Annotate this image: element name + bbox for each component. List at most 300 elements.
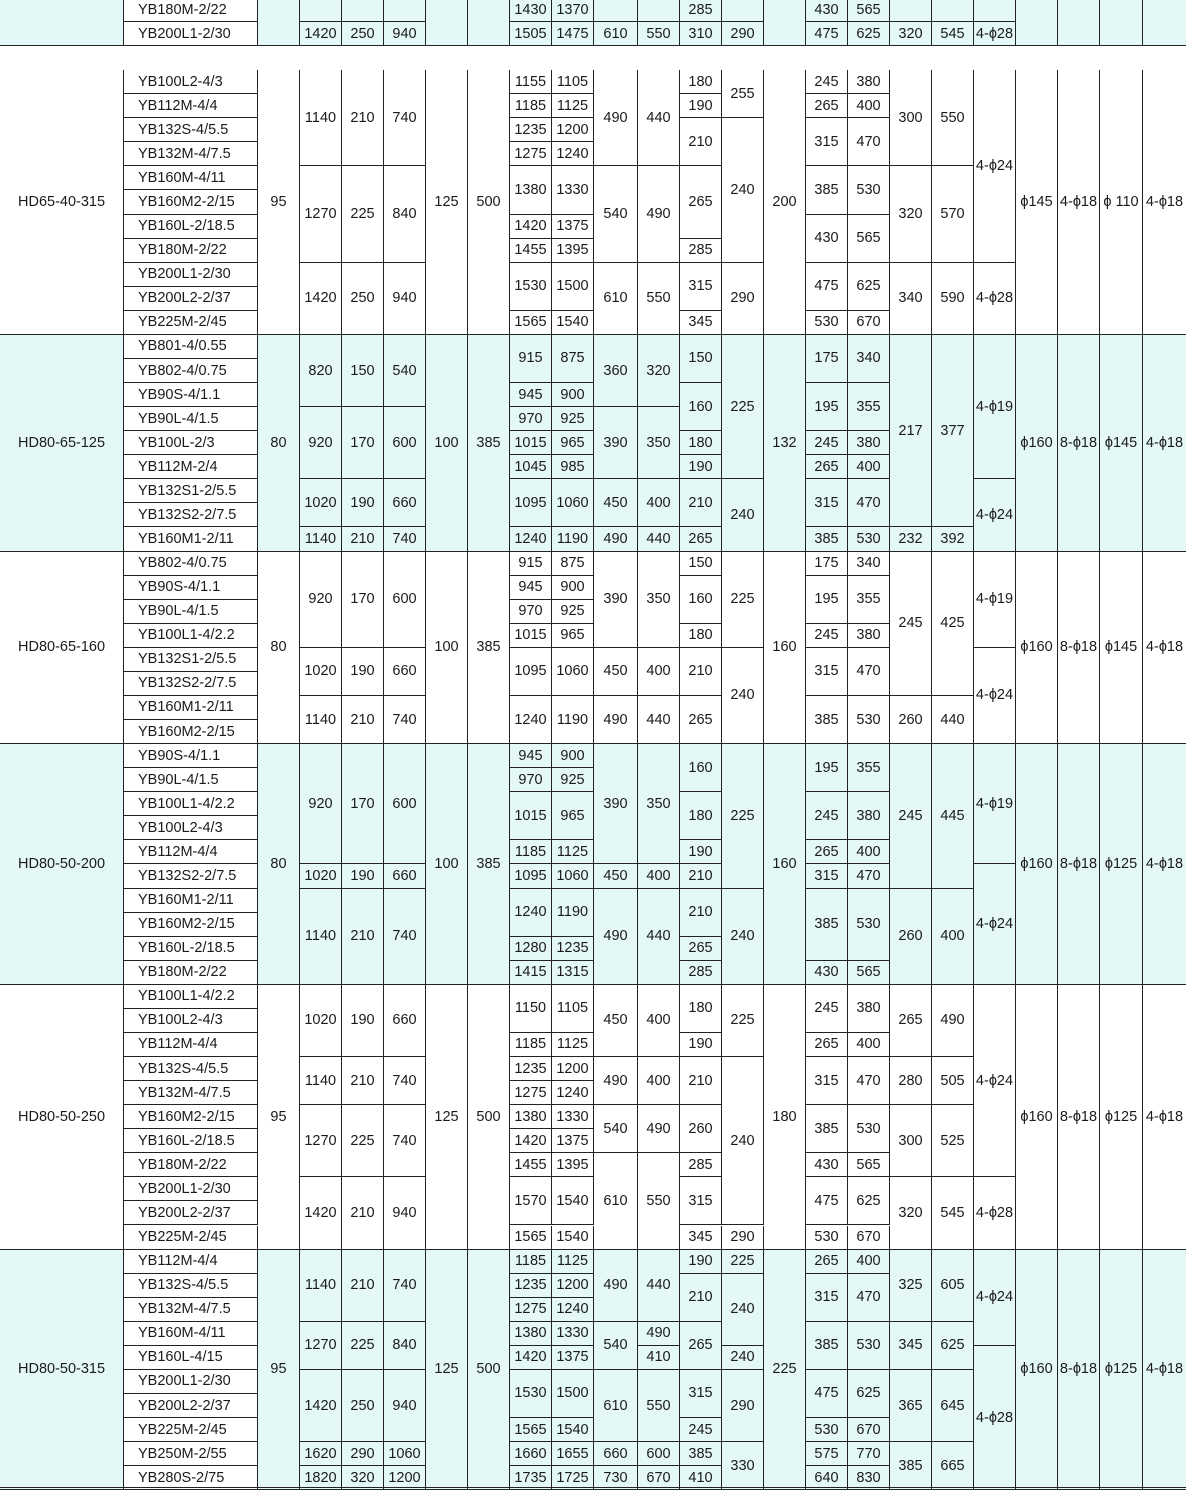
- table-cell: 385: [806, 889, 848, 961]
- table-cell: 170: [342, 744, 384, 864]
- table-cell: 250: [342, 22, 384, 46]
- table-cell: 400: [848, 1250, 890, 1274]
- table-cell: 575: [806, 1442, 848, 1466]
- table-cell: 1540: [552, 311, 594, 335]
- table-cell: 392: [932, 527, 974, 551]
- table-cell: 245: [806, 431, 848, 455]
- motor-model-cell: YB225M-2/45: [124, 1226, 258, 1250]
- table-cell: 1125: [552, 840, 594, 864]
- table-cell: 95: [258, 70, 300, 335]
- motor-model-cell: YB160M2-2/15: [124, 1105, 258, 1129]
- table-cell: 180: [680, 431, 722, 455]
- motor-model-cell: YB132M-4/7.5: [124, 1081, 258, 1105]
- table-cell: 350: [638, 744, 680, 864]
- table-cell: 430: [806, 961, 848, 985]
- table-cell: 900: [552, 744, 594, 768]
- table-cell: 365: [890, 1370, 932, 1442]
- table-cell: 360: [594, 335, 638, 407]
- table-cell: 340: [848, 335, 890, 383]
- table-cell: 1190: [552, 527, 594, 551]
- table-cell: 600: [638, 1442, 680, 1466]
- table-cell: 150: [680, 335, 722, 383]
- table-cell: 400: [638, 479, 680, 527]
- table-cell: 290: [722, 1226, 764, 1250]
- table-cell: 1505: [510, 22, 552, 46]
- table-cell: 1140: [300, 696, 342, 744]
- table-cell: 740: [384, 527, 426, 551]
- table-cell: 4-ϕ24: [974, 479, 1016, 551]
- table-cell: 4-ϕ19: [974, 552, 1016, 648]
- table-cell: 200: [764, 70, 806, 335]
- table-cell: 610: [594, 1370, 638, 1442]
- table-cell: 940: [384, 1177, 426, 1249]
- table-cell: 740: [384, 1057, 426, 1105]
- table-cell: 225: [342, 1322, 384, 1370]
- table-cell: 210: [680, 1274, 722, 1322]
- table-cell: 1370: [552, 0, 594, 22]
- table-cell: 95: [258, 985, 300, 1250]
- motor-model-cell: YB225M-2/45: [124, 311, 258, 335]
- table-cell: 490: [638, 166, 680, 262]
- pump-model-cell: [0, 0, 124, 46]
- table-cell: 210: [680, 1057, 722, 1105]
- motor-model-cell: YB132S2-2/7.5: [124, 503, 258, 527]
- table-cell: 315: [806, 1274, 848, 1322]
- table-cell: 430: [806, 0, 848, 22]
- table-cell: 490: [594, 527, 638, 551]
- table-cell: 440: [638, 696, 680, 744]
- table-cell: 470: [848, 864, 890, 888]
- table-cell: 1735: [510, 1466, 552, 1490]
- table-cell: ϕ145: [1100, 335, 1143, 552]
- table-cell: 210: [342, 1250, 384, 1322]
- table-cell: 470: [848, 1274, 890, 1322]
- table-cell: 385: [468, 744, 510, 985]
- motor-model-cell: YB160M2-2/15: [124, 190, 258, 214]
- table-cell: 390: [594, 407, 638, 479]
- table-cell: 1125: [552, 1250, 594, 1274]
- table-cell: 430: [806, 1153, 848, 1177]
- table-cell: 4-ϕ19: [974, 335, 1016, 479]
- table-cell: 170: [342, 552, 384, 648]
- motor-model-cell: YB160M2-2/15: [124, 913, 258, 937]
- table-cell: 190: [342, 479, 384, 527]
- table-cell: 265: [680, 166, 722, 238]
- table-cell: 4-ϕ24: [974, 648, 1016, 744]
- table-bottom-border: [0, 1487, 1186, 1488]
- table-cell: 150: [342, 335, 384, 407]
- table-cell: 4-ϕ24: [974, 864, 1016, 984]
- table-cell: 1240: [552, 1081, 594, 1105]
- motor-model-cell: YB132M-4/7.5: [124, 142, 258, 166]
- table-cell: 95: [258, 1250, 300, 1491]
- table-cell: 490: [932, 985, 974, 1057]
- table-cell: 940: [384, 263, 426, 335]
- motor-model-cell: YB160M1-2/11: [124, 889, 258, 913]
- table-cell: 660: [384, 864, 426, 888]
- table-cell: 640: [806, 1466, 848, 1490]
- table-cell: 1380: [510, 1322, 552, 1346]
- table-cell: 670: [638, 1466, 680, 1490]
- table-cell: 1540: [552, 1418, 594, 1442]
- table-cell: 440: [638, 527, 680, 551]
- table-cell: 1330: [552, 166, 594, 214]
- table-cell: 4-ϕ18: [1143, 985, 1186, 1250]
- table-cell: 505: [932, 1057, 974, 1105]
- table-cell: 740: [384, 1105, 426, 1177]
- table-cell: 1185: [510, 840, 552, 864]
- table-cell: 440: [932, 696, 974, 744]
- table-cell: 1660: [510, 1442, 552, 1466]
- motor-model-cell: YB801-4/0.55: [124, 335, 258, 359]
- table-cell: 1015: [510, 624, 552, 648]
- table-cell: 80: [258, 335, 300, 552]
- table-cell: 265: [680, 937, 722, 961]
- table-cell: 840: [384, 166, 426, 262]
- table-cell: 1565: [510, 311, 552, 335]
- table-cell: 1140: [300, 527, 342, 551]
- table-cell: 160: [680, 744, 722, 792]
- table-cell: 1240: [510, 696, 552, 744]
- table-cell: 1020: [300, 985, 342, 1057]
- table-cell: 545: [932, 22, 974, 46]
- table-cell: 1500: [552, 263, 594, 311]
- motor-model-cell: YB200L1-2/30: [124, 1177, 258, 1201]
- table-cell: 400: [638, 985, 680, 1057]
- table-cell: 445: [932, 744, 974, 888]
- table-cell: 1420: [510, 1129, 552, 1153]
- table-cell: 245: [680, 1418, 722, 1442]
- table-cell: 1150: [510, 985, 552, 1033]
- table-cell: 260: [890, 889, 932, 985]
- table-cell: ϕ160: [1016, 552, 1058, 745]
- motor-model-cell: YB132S-4/5.5: [124, 1274, 258, 1298]
- table-cell: ϕ160: [1016, 1250, 1058, 1491]
- table-cell: 1375: [552, 215, 594, 239]
- table-cell: 1420: [300, 22, 342, 46]
- table-cell: 210: [342, 889, 384, 985]
- table-cell: 345: [680, 1226, 722, 1250]
- table-cell: 1140: [300, 1250, 342, 1322]
- table-cell: 610: [594, 22, 638, 46]
- table-cell: 180: [764, 985, 806, 1250]
- table-cell: 175: [806, 335, 848, 383]
- motor-model-cell: YB132S-4/5.5: [124, 118, 258, 142]
- table-cell: 530: [848, 166, 890, 214]
- table-cell: 265: [680, 527, 722, 551]
- table-cell: 355: [848, 576, 890, 624]
- table-cell: 250: [342, 1370, 384, 1442]
- table-cell: 550: [638, 22, 680, 46]
- table-cell: 310: [680, 22, 722, 46]
- table-cell: 330: [722, 1442, 764, 1490]
- pump-model-cell: HD80-50-250: [0, 985, 124, 1250]
- table-cell: 240: [722, 1274, 764, 1346]
- motor-model-cell: YB225M-2/45: [124, 1418, 258, 1442]
- motor-model-cell: YB160M1-2/11: [124, 696, 258, 720]
- table-cell: [1016, 0, 1058, 46]
- table-cell: 320: [342, 1466, 384, 1490]
- motor-model-cell: YB132S-4/5.5: [124, 1057, 258, 1081]
- table-cell: 610: [594, 1153, 638, 1249]
- table-cell: 380: [848, 431, 890, 455]
- table-cell: 190: [342, 864, 384, 888]
- table-cell: 920: [300, 744, 342, 864]
- table-cell: 1185: [510, 1250, 552, 1274]
- table-cell: 400: [848, 1033, 890, 1057]
- table-cell: 315: [806, 648, 848, 696]
- table-cell: 820: [300, 335, 342, 407]
- motor-model-cell: YB100L2-4/3: [124, 70, 258, 94]
- table-cell: 985: [552, 455, 594, 479]
- table-cell: 660: [384, 479, 426, 527]
- motor-model-cell: YB90L-4/1.5: [124, 407, 258, 431]
- table-cell: 180: [680, 624, 722, 648]
- table-cell: 245: [890, 744, 932, 888]
- table-cell: ϕ160: [1016, 335, 1058, 552]
- table-cell: 1240: [552, 142, 594, 166]
- table-cell: 500: [468, 70, 510, 335]
- table-cell: 385: [806, 1322, 848, 1370]
- table-cell: 400: [932, 889, 974, 985]
- motor-model-cell: YB112M-4/4: [124, 1033, 258, 1057]
- table-cell: 320: [638, 335, 680, 407]
- table-cell: 1565: [510, 1226, 552, 1250]
- motor-model-cell: YB180M-2/22: [124, 1153, 258, 1177]
- table-cell: 475: [806, 263, 848, 311]
- table-cell: 625: [932, 1322, 974, 1370]
- table-cell: 565: [848, 961, 890, 985]
- table-cell: 380: [848, 792, 890, 840]
- table-cell: 125: [426, 1250, 468, 1491]
- table-cell: 240: [722, 118, 764, 262]
- table-cell: 1420: [510, 1346, 552, 1370]
- table-cell: 565: [848, 215, 890, 263]
- table-cell: 1380: [510, 166, 552, 214]
- table-cell: 190: [680, 1033, 722, 1057]
- table-cell: 4-ϕ19: [974, 744, 1016, 864]
- table-cell: 1235: [510, 1274, 552, 1298]
- table-cell: 1060: [552, 864, 594, 888]
- table-cell: 470: [848, 118, 890, 166]
- table-cell: 1105: [552, 985, 594, 1033]
- table-cell: 385: [468, 552, 510, 745]
- table-cell: 1240: [510, 527, 552, 551]
- table-cell: 4-ϕ28: [974, 263, 1016, 335]
- table-cell: 240: [722, 1057, 764, 1225]
- table-cell: 1475: [552, 22, 594, 46]
- table-cell: 190: [680, 94, 722, 118]
- table-cell: 385: [806, 527, 848, 551]
- table-cell: 80: [258, 552, 300, 745]
- table-cell: 195: [806, 744, 848, 792]
- table-cell: 1200: [552, 1057, 594, 1081]
- motor-model-cell: YB100L2-4/3: [124, 816, 258, 840]
- table-cell: 132: [764, 335, 806, 552]
- table-cell: 4-ϕ18: [1143, 70, 1186, 335]
- table-cell: 490: [638, 1322, 680, 1346]
- table-cell: 540: [594, 166, 638, 262]
- table-cell: 970: [510, 407, 552, 431]
- table-cell: 1105: [552, 70, 594, 94]
- table-cell: 670: [848, 311, 890, 335]
- motor-model-cell: YB132S2-2/7.5: [124, 864, 258, 888]
- table-cell: 160: [680, 576, 722, 624]
- table-cell: 925: [552, 600, 594, 624]
- pump-model-cell: HD80-50-315: [0, 1250, 124, 1491]
- table-cell: 1420: [300, 1370, 342, 1442]
- table-cell: 377: [932, 335, 974, 528]
- table-cell: 440: [638, 1250, 680, 1322]
- table-cell: 265: [806, 94, 848, 118]
- table-cell: 380: [848, 70, 890, 94]
- table-cell: 315: [806, 118, 848, 166]
- table-cell: ϕ160: [1016, 744, 1058, 985]
- table-cell: 530: [848, 527, 890, 551]
- table-cell: 1235: [510, 1057, 552, 1081]
- motor-model-cell: YB112M-4/4: [124, 94, 258, 118]
- table-cell: 1530: [510, 263, 552, 311]
- table-cell: 900: [552, 383, 594, 407]
- table-cell: 345: [680, 311, 722, 335]
- motor-model-cell: YB200L2-2/37: [124, 1201, 258, 1225]
- table-cell: 8-ϕ18: [1058, 552, 1100, 745]
- table-cell: 340: [890, 263, 932, 335]
- table-cell: 1275: [510, 1081, 552, 1105]
- table-cell: 1095: [510, 864, 552, 888]
- table-cell: 1280: [510, 937, 552, 961]
- table-cell: 125: [426, 70, 468, 335]
- table-cell: ϕ125: [1100, 744, 1143, 985]
- table-cell: 100: [426, 335, 468, 552]
- table-cell: 570: [932, 166, 974, 262]
- table-cell: 730: [594, 1466, 638, 1490]
- table-cell: 1240: [552, 1298, 594, 1322]
- table-cell: 1275: [510, 1298, 552, 1322]
- table-cell: 400: [848, 94, 890, 118]
- table-cell: 1315: [552, 961, 594, 985]
- table-cell: 965: [552, 431, 594, 455]
- pump-model-cell: HD65-40-315: [0, 70, 124, 335]
- table-cell: 545: [932, 1177, 974, 1249]
- table-cell: 1540: [552, 1177, 594, 1225]
- table-cell: 225: [722, 335, 764, 479]
- table-cell: 100: [426, 552, 468, 745]
- table-cell: 400: [848, 840, 890, 864]
- table-cell: 1155: [510, 70, 552, 94]
- table-cell: ϕ125: [1100, 985, 1143, 1250]
- table-cell: 340: [848, 552, 890, 576]
- table-cell: 245: [806, 985, 848, 1033]
- table-cell: 355: [848, 744, 890, 792]
- motor-model-cell: YB200L2-2/37: [124, 287, 258, 311]
- table-cell: 530: [806, 311, 848, 335]
- table-cell: 1060: [552, 648, 594, 696]
- table-cell: 100: [426, 744, 468, 985]
- table-cell: 180: [680, 985, 722, 1033]
- table-cell: 450: [594, 479, 638, 527]
- table-cell: 190: [680, 455, 722, 479]
- table-cell: 490: [638, 1105, 680, 1153]
- table-cell: 4-ϕ18: [1143, 1250, 1186, 1491]
- table-cell: 320: [890, 1177, 932, 1249]
- table-cell: 1125: [552, 94, 594, 118]
- table-cell: 160: [764, 552, 806, 745]
- table-cell: 530: [848, 1322, 890, 1370]
- table-cell: 1185: [510, 1033, 552, 1057]
- table-cell: [1100, 0, 1143, 46]
- motor-model-cell: YB200L1-2/30: [124, 1370, 258, 1394]
- table-cell: 265: [680, 1322, 722, 1370]
- table-cell: 770: [848, 1442, 890, 1466]
- table-cell: 475: [806, 1370, 848, 1418]
- table-cell: 600: [384, 407, 426, 479]
- table-cell: 225: [342, 1105, 384, 1177]
- motor-model-cell: YB112M-2/4: [124, 455, 258, 479]
- table-cell: 195: [806, 383, 848, 431]
- table-cell: 660: [384, 985, 426, 1057]
- table-cell: 1500: [552, 1370, 594, 1418]
- table-cell: 1015: [510, 792, 552, 840]
- table-cell: 210: [680, 479, 722, 527]
- table-cell: 265: [680, 696, 722, 744]
- motor-model-cell: YB180M-2/22: [124, 0, 258, 22]
- table-cell: 150: [680, 552, 722, 576]
- table-cell: 540: [594, 1322, 638, 1370]
- table-cell: 290: [722, 1370, 764, 1442]
- table-cell: 610: [594, 263, 638, 335]
- table-cell: 565: [848, 1153, 890, 1177]
- table-cell: 1095: [510, 648, 552, 696]
- table-cell: 195: [806, 576, 848, 624]
- table-cell: [300, 0, 342, 22]
- table-cell: [384, 0, 426, 22]
- motor-model-cell: YB180M-2/22: [124, 239, 258, 263]
- table-cell: 1330: [552, 1322, 594, 1346]
- table-cell: 1420: [510, 215, 552, 239]
- table-cell: 390: [594, 552, 638, 648]
- table-cell: 490: [594, 1057, 638, 1105]
- table-cell: 245: [806, 624, 848, 648]
- table-cell: 740: [384, 889, 426, 985]
- table-cell: 660: [384, 648, 426, 696]
- motor-model-cell: YB160M-4/11: [124, 166, 258, 190]
- table-cell: 490: [594, 889, 638, 985]
- table-cell: 325: [890, 1250, 932, 1322]
- table-cell: 265: [806, 1033, 848, 1057]
- motor-model-cell: YB132M-4/7.5: [124, 1298, 258, 1322]
- table-cell: 440: [638, 70, 680, 166]
- table-cell: 240: [722, 889, 764, 985]
- table-cell: 245: [806, 792, 848, 840]
- motor-model-cell: YB90S-4/1.1: [124, 744, 258, 768]
- table-cell: 4-ϕ24: [974, 985, 1016, 1178]
- table-cell: 625: [848, 1370, 890, 1418]
- table-cell: [1058, 0, 1100, 46]
- table-cell: 945: [510, 576, 552, 600]
- motor-model-cell: YB802-4/0.75: [124, 359, 258, 383]
- table-cell: 450: [594, 985, 638, 1057]
- table-cell: 530: [806, 1226, 848, 1250]
- table-cell: 245: [806, 70, 848, 94]
- table-cell: 355: [848, 383, 890, 431]
- table-cell: [426, 0, 468, 46]
- table-cell: 625: [848, 22, 890, 46]
- table-cell: [974, 0, 1016, 22]
- table-cell: 265: [806, 455, 848, 479]
- motor-model-cell: YB280S-2/75: [124, 1466, 258, 1490]
- table-cell: 660: [594, 1442, 638, 1466]
